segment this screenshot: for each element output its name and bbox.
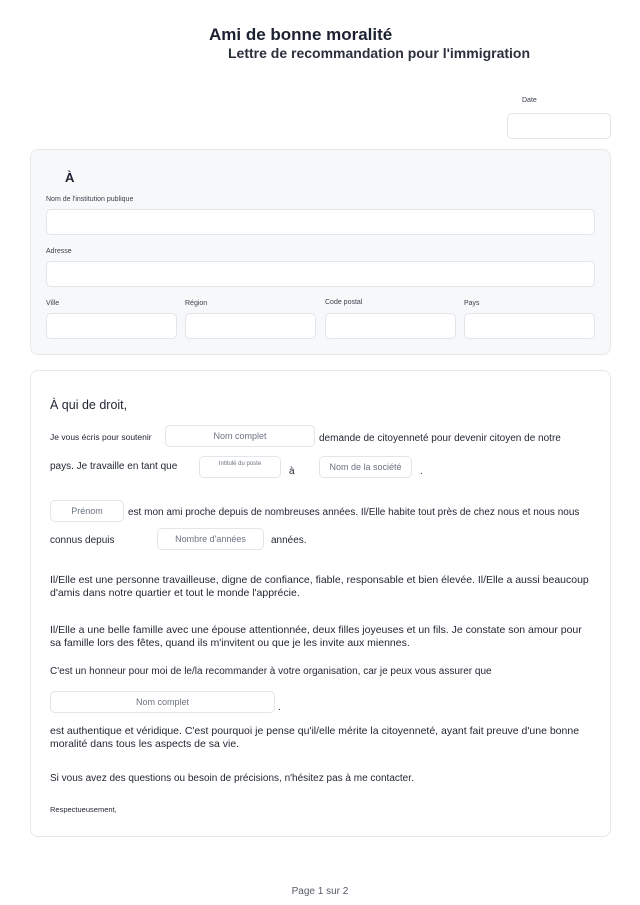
region-label: Région: [185, 300, 208, 307]
full-name-input-2[interactable]: Nom complet: [50, 691, 275, 713]
city-label: Ville: [46, 300, 60, 307]
address-label: Adresse: [46, 248, 72, 255]
page-number: Page 1 sur 2: [291, 886, 349, 897]
paragraph-authentic: est authentique et véridique. C'est pourquoi je pense qu'il/elle mérite la citoyenneté, ayant fait preuve d'une bonne moralité dans tous les aspects de sa vie.: [50, 725, 580, 750]
letter-line1-end: demande de citoyenneté pour devenir citoyen de notre: [319, 433, 561, 444]
paragraph-character: Il/Elle est une personne travailleuse, digne de confiance, fiable, responsable et bien élevée. Il/Elle a aussi beaucoup d'amis dans notre quartier et tout le monde l'apprécie.: [50, 574, 589, 599]
address-input[interactable]: [46, 261, 595, 287]
years-input[interactable]: Nombre d'années: [157, 528, 264, 550]
recipient-section: [30, 149, 611, 355]
postal-code-label: Code postal: [325, 299, 363, 306]
letter-line2-start: pays. Je travaille en tant que: [50, 461, 178, 472]
paragraph-honour: C'est un honneur pour moi de le/la recommander à votre organisation, car je peux vous assurer que: [50, 666, 492, 677]
letter-line3: est mon ami proche depuis de nombreuses années. Il/Elle habite tout près de chez nous et nous nous: [128, 507, 580, 518]
document-subtitle: Lettre de recommandation pour l'immigration: [228, 45, 531, 61]
institution-input[interactable]: [46, 209, 595, 235]
date-label: Date: [522, 97, 537, 104]
company-name-input[interactable]: Nom de la société: [319, 456, 412, 478]
recipient-heading: À: [65, 170, 75, 185]
greeting: À qui de droit,: [50, 398, 128, 412]
country-label: Pays: [464, 300, 480, 307]
closing: Respectueusement,: [50, 805, 117, 814]
country-input[interactable]: [464, 313, 595, 339]
letter-line1-start: Je vous écris pour soutenir: [50, 432, 152, 442]
paragraph-contact: Si vous avez des questions ou besoin de précisions, n'hésitez pas à me contacter.: [50, 773, 414, 784]
document-title: Ami de bonne moralité: [209, 25, 393, 44]
postal-code-input[interactable]: [325, 313, 456, 339]
first-name-input[interactable]: Prénom: [50, 500, 124, 522]
full-name-input[interactable]: Nom complet: [165, 425, 315, 447]
paragraph-honour-end: .: [278, 702, 281, 713]
letter-line2-at: à: [289, 466, 295, 477]
letter-line4-start: connus depuis: [50, 535, 115, 546]
job-title-input[interactable]: Intitulé du poste: [199, 456, 281, 478]
region-input[interactable]: [185, 313, 316, 339]
letter-line2-end: .: [420, 466, 423, 477]
letter-line4-end: années.: [271, 535, 307, 546]
city-input[interactable]: [46, 313, 177, 339]
date-input[interactable]: [507, 113, 611, 139]
institution-label: Nom de l'institution publique: [46, 196, 134, 203]
paragraph-family: Il/Elle a une belle famille avec une épouse attentionnée, deux filles joyeuses et un fils. Je constate son amour pour sa famille lors des fêtes, quand ils m'invitent ou que je les invite aux miennes.: [50, 624, 582, 649]
